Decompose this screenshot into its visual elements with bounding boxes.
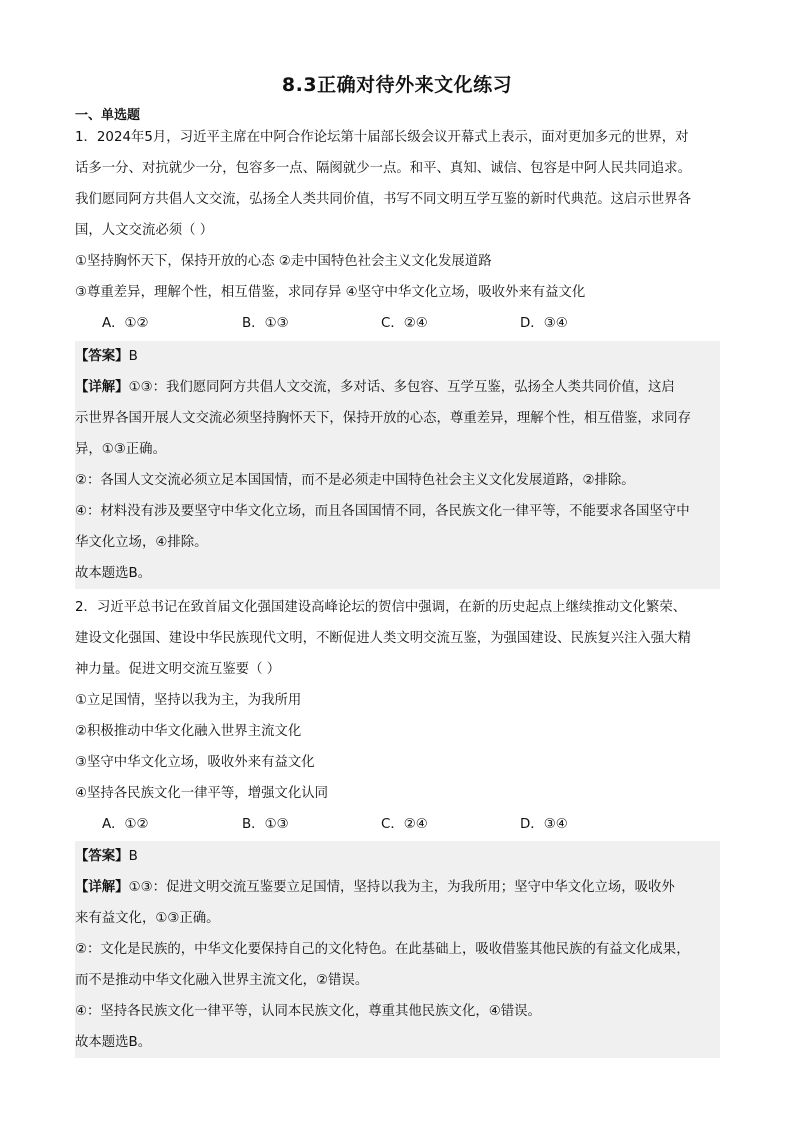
detail-label: 【详解】 <box>75 380 129 395</box>
option-b: B．①③ <box>242 817 289 832</box>
detail-line: ②：各国人文交流必须立足本国国情，而不是必须走中国特色社会主义文化发展道路，②排除。 <box>75 473 635 488</box>
question-2-item-line: ③坚守中华文化立场，吸收外来有益文化 <box>75 755 315 770</box>
detail-line: 故本题选B。 <box>75 566 152 581</box>
answer-line <box>75 341 720 372</box>
detail-line: ④：材料没有涉及要坚守中华文化立场，而且各国国情不同，各民族文化一律平等，不能要求各国坚守中 <box>75 504 690 519</box>
question-2-item-line: ②积极推动中华文化融入世界主流文化 <box>75 724 302 739</box>
question-1-item-line: ①坚持胸怀天下，保持开放的心态 ②走中国特色社会主义文化发展道路 <box>75 254 492 269</box>
option-a: A．①② <box>102 817 149 832</box>
question-1-stem-line: 1．2024年5月，习近平主席在中阿合作论坛第十届部长级会议开幕式上表示，面对更加多元的世界，对 <box>75 130 689 145</box>
detail-line: 来有益文化，①③正确。 <box>75 911 220 926</box>
option-d: D．③④ <box>520 316 568 331</box>
question-1 <box>75 122 721 339</box>
detail-label: 【详解】 <box>75 880 129 895</box>
option-a: A．①② <box>102 316 149 331</box>
option-c: C．②④ <box>381 316 428 331</box>
question-2-item-line: ④坚持各民族文化一律平等，增强文化认同 <box>75 786 329 801</box>
answer-label: 【答案】 <box>75 849 129 864</box>
detail-line <box>75 872 720 903</box>
detail-line: 示世界各国开展人文交流必须坚持胸怀天下，保持开放的心态，尊重差异，理解个性，相互借鉴，求同存 <box>75 411 691 426</box>
detail-line: 异，①③正确。 <box>75 442 166 457</box>
detail-line: 而不是推动中华文化融入世界主流文化，②错误。 <box>75 973 369 988</box>
answer-line <box>75 841 720 872</box>
detail-line <box>75 372 720 403</box>
detail-line: ②：文化是民族的，中华文化要保持自己的文化特色。在此基础上，吸收借鉴其他民族的有益文化成果， <box>75 942 690 957</box>
question-2-answer-block <box>75 841 720 1058</box>
page-title: 8.3正确对待外来文化练习 <box>281 74 513 96</box>
question-1-stem-line: 国，人文交流必须（ ） <box>75 223 214 238</box>
answer-value: B <box>128 349 138 364</box>
question-2-stem-line: 2．习近平总书记在致首届文化强国建设高峰论坛的贺信中强调，在新的历史起点上继续推动文化繁荣、 <box>75 600 687 615</box>
question-2-stem-line: 神力量。促进文明交流互鉴要（ ） <box>75 662 281 677</box>
question-2-options <box>75 809 721 840</box>
question-1-answer-block <box>75 341 720 589</box>
question-1-stem-line: 我们愿同阿方共倡人文交流，弘扬全人类共同价值，书写不同文明互学互鉴的新时代典范。这启示世界各 <box>75 192 691 207</box>
option-d: D．③④ <box>520 817 568 832</box>
detail-line: 故本题选B。 <box>75 1035 152 1050</box>
answer-label: 【答案】 <box>75 349 129 364</box>
answer-value: B <box>128 849 138 864</box>
option-c: C．②④ <box>381 817 428 832</box>
detail-text: ①③：我们愿同阿方共倡人文交流，多对话、多包容、互学互鉴，弘扬全人类共同价值，这启 <box>128 380 675 395</box>
question-2 <box>75 592 721 840</box>
option-b: B．①③ <box>242 316 289 331</box>
question-1-item-line: ③尊重差异，理解个性，相互借鉴，求同存异 ④坚守中华文化立场，吸收外来有益文化 <box>75 285 586 300</box>
question-1-stem-line: 话多一分、对抗就少一分，包容多一点、隔阂就少一点。和平、真知、诚信、包容是中阿人民共同追求。 <box>75 161 691 176</box>
detail-line: ④：坚持各民族文化一律平等，认同本民族文化，尊重其他民族文化，④错误。 <box>75 1004 541 1019</box>
detail-line: 华文化立场，④排除。 <box>75 535 208 550</box>
detail-text: ①③：促进文明交流互鉴要立足国情，坚持以我为主，为我所用；坚守中华文化立场，吸收外 <box>128 880 675 895</box>
question-2-item-line: ①立足国情，坚持以我为主，为我所用 <box>75 693 302 708</box>
question-1-options <box>75 308 721 339</box>
section-heading: 一、单选题 <box>75 108 141 123</box>
question-2-stem-line: 建设文化强国、建设中华民族现代文明，不断促进人类文明交流互鉴，为强国建设、民族复兴注入强大精 <box>75 631 691 646</box>
